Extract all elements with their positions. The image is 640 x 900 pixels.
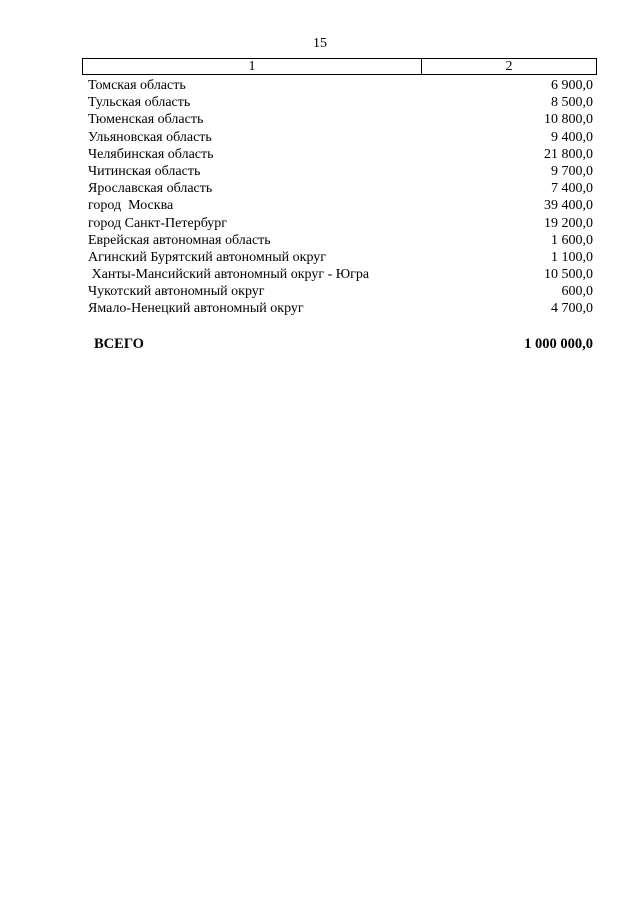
region-name: Читинская область xyxy=(88,163,201,179)
region-value: 21 800,0 xyxy=(544,146,593,162)
table-row xyxy=(88,283,593,300)
region-name: город Москва xyxy=(88,198,174,214)
region-name: Тульская область xyxy=(88,95,191,111)
table-row xyxy=(88,249,593,266)
region-value: 9 700,0 xyxy=(551,163,593,179)
region-value: 4 700,0 xyxy=(551,301,593,317)
total-value: 1 000 000,0 xyxy=(524,336,593,352)
region-name: Тюменская область xyxy=(88,112,204,128)
region-value: 6 900,0 xyxy=(551,78,593,93)
region-value: 1 100,0 xyxy=(551,249,593,265)
region-value: 10 800,0 xyxy=(544,112,593,128)
table-row xyxy=(88,129,593,146)
region-value: 19 200,0 xyxy=(544,215,593,231)
region-value: 8 500,0 xyxy=(551,95,593,111)
region-name: Челябинская область xyxy=(88,146,214,162)
region-value: 10 500,0 xyxy=(544,267,593,283)
table-row xyxy=(88,300,593,317)
region-value: 9 400,0 xyxy=(551,129,593,145)
table-row xyxy=(88,111,593,128)
table-row xyxy=(88,215,593,232)
total-label: ВСЕГО xyxy=(94,336,144,352)
table-row xyxy=(88,146,593,163)
region-name: Еврейская автономная область xyxy=(88,232,271,248)
table-row xyxy=(88,163,593,180)
column-header-2: 2 xyxy=(505,59,513,74)
total-row xyxy=(94,336,593,353)
table-row xyxy=(88,77,593,94)
region-name: Ульяновская область xyxy=(88,129,212,145)
column-header-1: 1 xyxy=(83,59,422,74)
table-row xyxy=(88,180,593,197)
page-number: 15 xyxy=(313,36,327,51)
region-value: 39 400,0 xyxy=(544,198,593,214)
region-value: 1 600,0 xyxy=(551,232,593,248)
table-row xyxy=(88,94,593,111)
region-name: Ярославская область xyxy=(88,181,213,197)
region-name: Чукотский автономный округ xyxy=(88,284,265,300)
region-name: Агинский Бурятский автономный округ xyxy=(88,249,326,265)
region-value: 600,0 xyxy=(561,284,593,300)
table-row xyxy=(88,232,593,249)
table-row xyxy=(88,266,593,283)
region-name: Ханты-Мансийский автономный округ - Югра xyxy=(88,267,370,283)
table-row xyxy=(88,197,593,214)
region-value: 7 400,0 xyxy=(551,181,593,197)
table-header xyxy=(82,58,597,75)
region-name: Томская область xyxy=(88,78,186,93)
table-body xyxy=(88,77,593,318)
region-name: Ямало-Ненецкий автономный округ xyxy=(88,301,304,317)
region-name: город Санкт-Петербург xyxy=(88,215,228,231)
